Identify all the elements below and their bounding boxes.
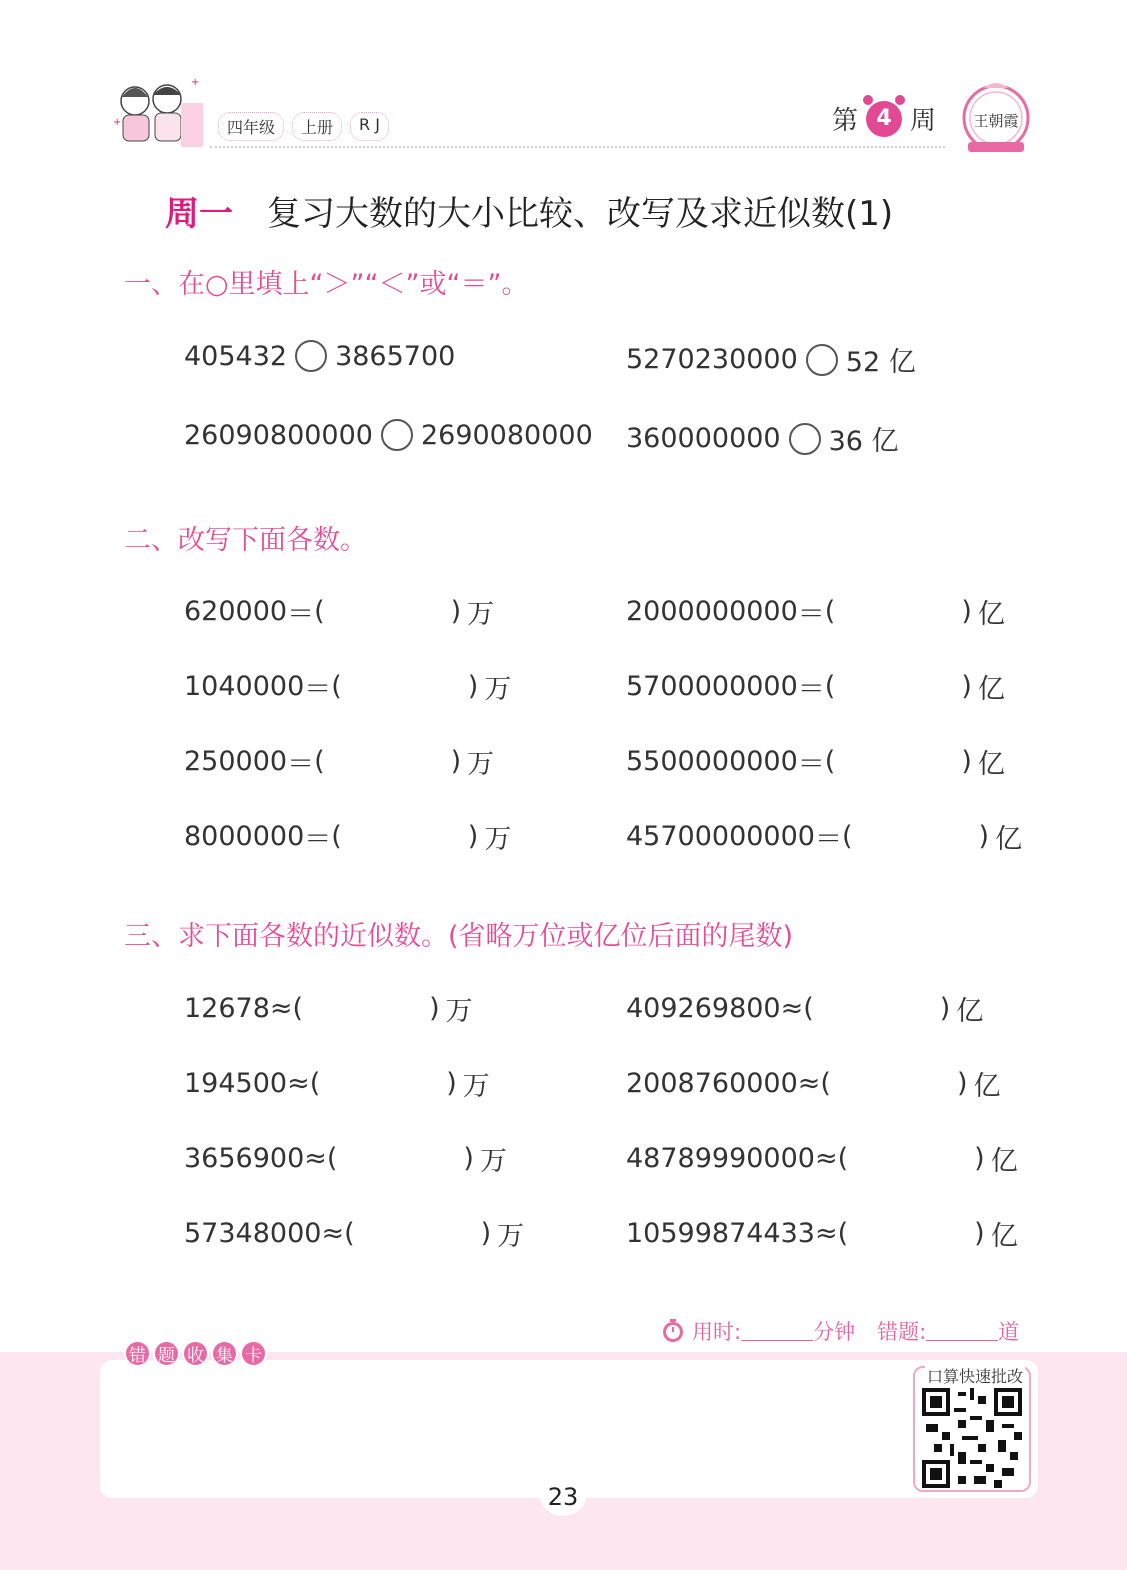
- grade-tag: 四年级: [218, 112, 284, 141]
- approx-sign: ≈: [814, 1218, 838, 1249]
- section1-heading: 一、在○里填上“＞”“＜”或“＝”。: [124, 269, 529, 300]
- unit-label: 万: [484, 824, 512, 855]
- unit-label: 亿: [990, 1146, 1018, 1177]
- section3-heading: 三、求下面各数的近似数。(省略万位或亿位后面的尾数): [124, 921, 794, 952]
- approx-sign: ≈: [304, 1143, 327, 1174]
- compare-left: 26090800000: [184, 419, 373, 451]
- approx-item: [184, 989, 473, 1028]
- brand-text: 王朝霞: [973, 112, 1019, 130]
- compare-item: [184, 340, 455, 372]
- title-day: 周一: [165, 194, 233, 234]
- page-title: [165, 186, 893, 235]
- collect-char: 卡: [240, 1340, 267, 1367]
- open-paren: (: [837, 1218, 849, 1249]
- approx-item: [626, 1064, 1001, 1103]
- open-paren: (: [344, 1218, 355, 1249]
- approx-item: [626, 989, 983, 1028]
- unit-label: 亿: [977, 749, 1005, 780]
- equals-sign: ＝: [287, 749, 315, 780]
- collect-char: 错: [124, 1340, 151, 1367]
- compare-item: [626, 340, 916, 379]
- week-suffix: 周: [910, 106, 937, 136]
- unit-label: 万: [484, 674, 512, 705]
- answer-circle[interactable]: [295, 340, 327, 372]
- rewrite-item: [184, 592, 494, 631]
- time-label: 用时:: [692, 1320, 742, 1344]
- rewrite-item: [626, 742, 1005, 781]
- unit-label: 万: [445, 996, 473, 1027]
- qr-label: 口算快速批改: [925, 1364, 1025, 1387]
- approx-sign: ≈: [269, 993, 293, 1024]
- unit-label: 亿: [977, 599, 1005, 630]
- error-collection-card[interactable]: [100, 1360, 1038, 1498]
- close-paren: ): [446, 1068, 457, 1099]
- compare-right: 52 亿: [845, 347, 916, 378]
- svg-text:+: +: [191, 77, 200, 88]
- compare-right: 36 亿: [828, 426, 899, 457]
- open-paren: (: [331, 821, 342, 852]
- rewrite-item: [626, 667, 1005, 706]
- approx-number: 12678: [184, 993, 270, 1024]
- approx-number: 194500: [184, 1068, 288, 1099]
- equals-sign: ＝: [797, 674, 825, 705]
- unit-label: 亿: [956, 996, 984, 1027]
- error-unit: 道: [998, 1320, 1020, 1344]
- answer-circle[interactable]: [381, 419, 413, 451]
- close-paren: ): [961, 596, 972, 627]
- unit-label: 亿: [973, 1071, 1001, 1102]
- approx-number: 48789990000: [626, 1143, 815, 1174]
- close-paren: ): [480, 1218, 492, 1249]
- week-prefix: 第: [832, 106, 859, 136]
- open-paren: (: [820, 1068, 831, 1099]
- compare-right: 2690080000: [420, 419, 593, 451]
- open-paren: (: [314, 596, 325, 627]
- rewrite-item: [626, 592, 1005, 631]
- open-paren: (: [824, 596, 836, 627]
- rewrite-number: 5700000000: [626, 671, 798, 702]
- unit-label: 万: [497, 1221, 525, 1252]
- section2-heading: 二、改写下面各数。: [124, 525, 367, 556]
- compare-left: 405432: [184, 340, 288, 372]
- approx-item: [184, 1139, 507, 1178]
- collect-char: 收: [182, 1340, 209, 1367]
- qr-code-icon[interactable]: [922, 1388, 1022, 1488]
- open-paren: (: [309, 1068, 321, 1099]
- close-paren: ): [450, 746, 462, 777]
- compare-right: 3865700: [335, 340, 456, 372]
- approx-sign: ≈: [814, 1143, 838, 1174]
- open-paren: (: [292, 993, 304, 1024]
- equals-sign: ＝: [304, 824, 332, 855]
- week-indicator: [832, 100, 936, 137]
- unit-label: 万: [467, 749, 495, 780]
- answer-circle[interactable]: [789, 423, 821, 455]
- answer-circle[interactable]: [806, 344, 838, 376]
- volume-tag: 上册: [292, 112, 342, 141]
- approx-sign: ≈: [797, 1068, 821, 1099]
- page-number: 23: [540, 1478, 586, 1516]
- approx-number: 409269800: [626, 993, 781, 1024]
- collect-char: 集: [211, 1340, 238, 1367]
- close-paren: ): [939, 993, 951, 1024]
- close-paren: ): [961, 671, 972, 702]
- close-paren: ): [467, 821, 479, 852]
- close-paren: ): [463, 1143, 474, 1174]
- compare-item: [184, 419, 593, 451]
- edition-tag: R J: [350, 112, 389, 141]
- approx-item: [626, 1139, 1018, 1178]
- collect-char: 题: [153, 1340, 180, 1367]
- rewrite-number: 8000000: [184, 821, 305, 852]
- rewrite-number: 250000: [184, 746, 288, 777]
- unit-label: 万: [462, 1071, 490, 1102]
- grade-tags: [218, 112, 389, 141]
- close-paren: ): [956, 1068, 968, 1099]
- approx-item: [184, 1214, 524, 1253]
- time-unit: 分钟: [813, 1320, 856, 1344]
- equals-sign: ＝: [304, 674, 332, 705]
- rewrite-number: 620000: [184, 596, 288, 627]
- rewrite-item: [184, 667, 511, 706]
- close-paren: ): [450, 596, 462, 627]
- open-paren: (: [314, 746, 325, 777]
- rewrite-number: 2000000000: [626, 596, 798, 627]
- approx-number: 2008760000: [626, 1068, 798, 1099]
- approx-sign: ≈: [287, 1068, 310, 1099]
- close-paren: ): [978, 821, 990, 852]
- header-dotted-line: [210, 146, 945, 148]
- error-blank[interactable]: [926, 1321, 998, 1341]
- close-paren: ): [974, 1218, 985, 1249]
- week-number-clock: 4: [866, 101, 902, 137]
- rewrite-item: [626, 817, 1022, 856]
- unit-label: 亿: [990, 1221, 1018, 1252]
- open-paren: (: [331, 671, 342, 702]
- close-paren: ): [467, 671, 479, 702]
- page-header: [100, 68, 1040, 160]
- error-collection-label: [124, 1340, 267, 1367]
- approx-item: [626, 1214, 1018, 1253]
- approx-item: [184, 1064, 490, 1103]
- unit-label: 万: [467, 599, 495, 630]
- equals-sign: ＝: [797, 749, 825, 780]
- svg-text:+: +: [113, 117, 122, 128]
- error-label: 错题:: [877, 1320, 927, 1344]
- unit-label: 亿: [995, 824, 1023, 855]
- rewrite-item: [184, 742, 494, 781]
- close-paren: ): [961, 746, 972, 777]
- compare-left: 360000000: [626, 423, 781, 454]
- equals-sign: ＝: [287, 599, 315, 630]
- rewrite-number: 1040000: [184, 671, 305, 702]
- equals-sign: ＝: [797, 599, 825, 630]
- stopwatch-icon: [660, 1318, 686, 1344]
- timing-record: [660, 1316, 1019, 1346]
- time-blank[interactable]: [741, 1321, 813, 1341]
- close-paren: ): [429, 993, 440, 1024]
- open-paren: (: [837, 1143, 849, 1174]
- approx-sign: ≈: [321, 1218, 345, 1249]
- compare-left: 5270230000: [626, 344, 798, 375]
- approx-number: 57348000: [184, 1218, 322, 1249]
- unit-label: 亿: [977, 674, 1005, 705]
- kids-illustration: [105, 73, 205, 153]
- approx-sign: ≈: [780, 993, 804, 1024]
- open-paren: (: [824, 671, 836, 702]
- rewrite-number: 45700000000: [626, 821, 815, 852]
- open-paren: (: [803, 993, 814, 1024]
- open-paren: (: [841, 821, 853, 852]
- brand-logo: [960, 80, 1032, 158]
- compare-item: [626, 419, 899, 458]
- approx-number: 10599874433: [626, 1218, 815, 1249]
- equals-sign: ＝: [814, 824, 842, 855]
- open-paren: (: [326, 1143, 338, 1174]
- title-text: 复习大数的大小比较、改写及求近似数(1): [267, 194, 894, 234]
- approx-number: 3656900: [184, 1143, 305, 1174]
- rewrite-number: 5500000000: [626, 746, 798, 777]
- rewrite-item: [184, 817, 511, 856]
- open-paren: (: [824, 746, 836, 777]
- unit-label: 万: [479, 1146, 507, 1177]
- close-paren: ): [974, 1143, 985, 1174]
